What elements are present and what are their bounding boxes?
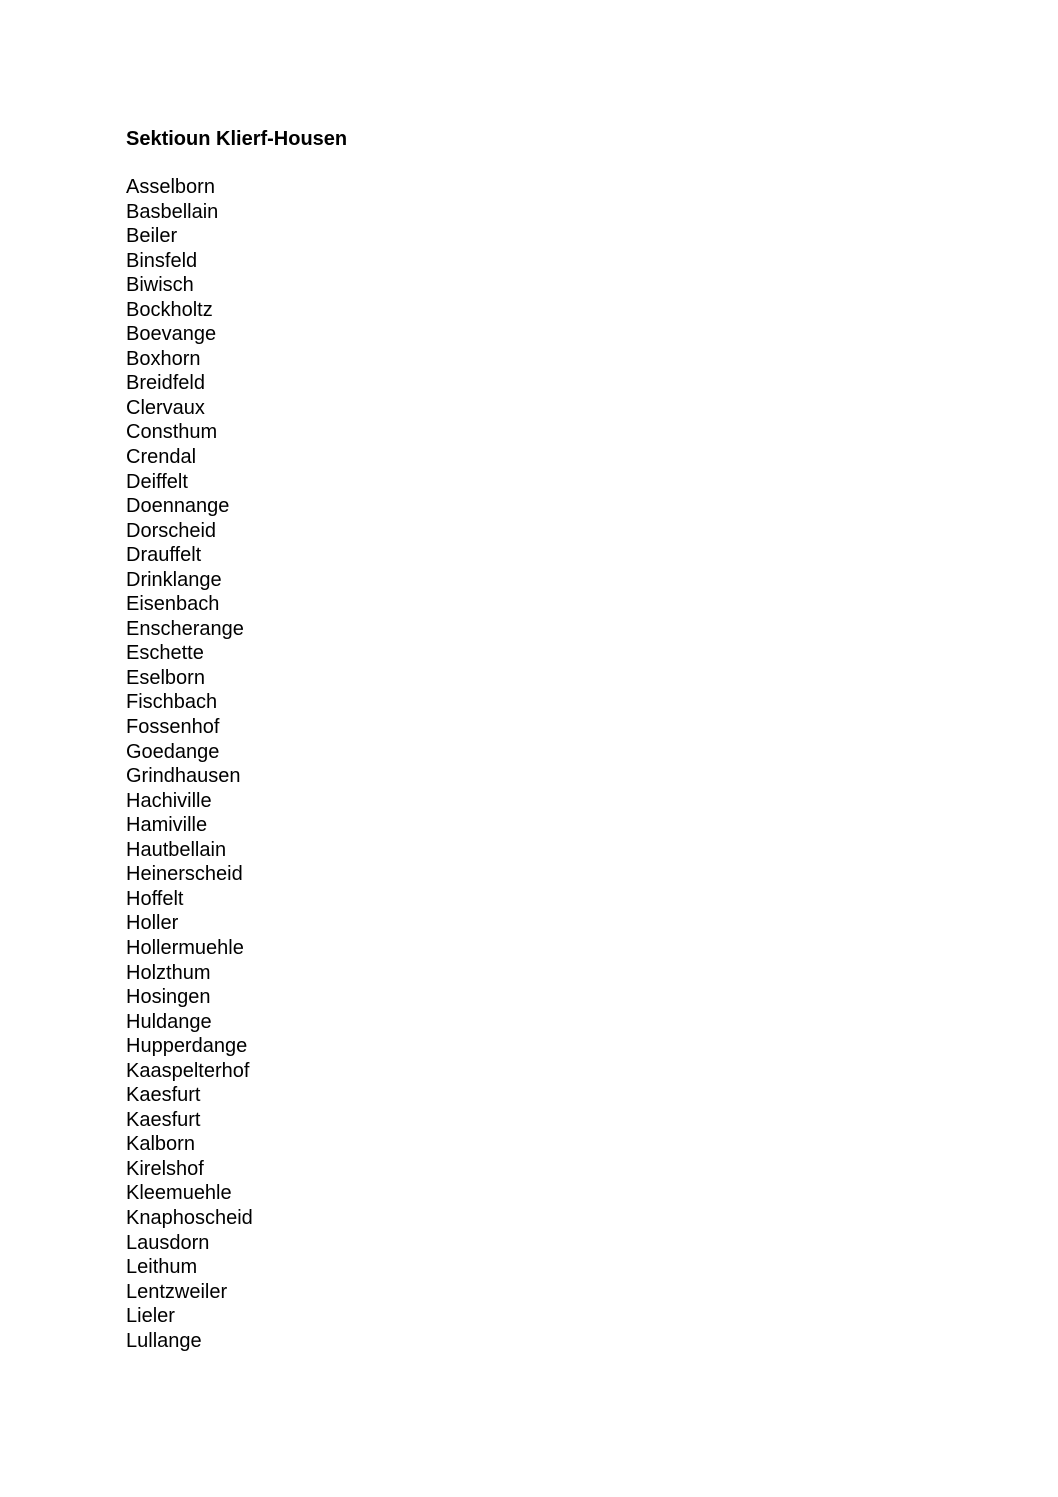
- list-item: Lieler: [126, 1305, 175, 1328]
- list-item: Leithum: [126, 1256, 198, 1279]
- list-item: Eschette: [126, 642, 204, 665]
- list-item: Lullange: [126, 1329, 202, 1352]
- list-item: Kaesfurt: [126, 1084, 201, 1107]
- list-item: Huldange: [126, 1010, 212, 1033]
- list-item: Kaesfurt: [126, 1108, 201, 1131]
- list-item: Binsfeld: [126, 249, 198, 272]
- list-item: Hachiville: [126, 789, 212, 812]
- list-item: Hollermuehle: [126, 936, 244, 959]
- list-item: Fossenhof: [126, 716, 220, 739]
- page-title: Sektioun Klierf-Housen: [126, 128, 348, 150]
- list-item: Holzthum: [126, 961, 211, 984]
- list-item: Boxhorn: [126, 347, 201, 370]
- list-item: Grindhausen: [126, 765, 241, 788]
- place-list: [126, 175, 253, 1353]
- list-item: Dorscheid: [126, 519, 217, 542]
- list-item: Asselborn: [126, 176, 215, 198]
- list-item: Kalborn: [126, 1133, 195, 1156]
- list-item: Drauffelt: [126, 544, 202, 567]
- list-item: Hoffelt: [126, 887, 184, 910]
- list-item: Eselborn: [126, 666, 205, 689]
- list-item: Kaaspelterhof: [126, 1059, 250, 1082]
- list-item: Hupperdange: [126, 1035, 248, 1058]
- list-item: Doennange: [126, 495, 230, 518]
- list-item: Hautbellain: [126, 838, 227, 861]
- list-item: Heinerscheid: [126, 863, 243, 886]
- list-item: Lentzweiler: [126, 1280, 228, 1303]
- list-item: Drinklange: [126, 568, 222, 591]
- list-item: Goedange: [126, 740, 220, 763]
- list-item: Knaphoscheid: [126, 1206, 253, 1229]
- list-item: Holler: [126, 912, 179, 935]
- list-item: Consthum: [126, 421, 218, 444]
- list-item: Crendal: [126, 446, 197, 469]
- list-item: Clervaux: [126, 396, 205, 419]
- list-item: Lausdorn: [126, 1231, 210, 1254]
- list-item: Eisenbach: [126, 593, 220, 616]
- list-item: Hamiville: [126, 814, 208, 837]
- list-item: Beiler: [126, 225, 178, 248]
- list-item: Biwisch: [126, 274, 194, 297]
- list-item: Hosingen: [126, 986, 211, 1009]
- list-item: Boevange: [126, 323, 217, 346]
- list-item: Fischbach: [126, 691, 218, 714]
- list-item: Bockholtz: [126, 298, 213, 321]
- list-item: Enscherange: [126, 617, 244, 640]
- list-item: Kleemuehle: [126, 1182, 232, 1205]
- list-item: Deiffelt: [126, 470, 188, 493]
- list-item: Kirelshof: [126, 1157, 204, 1180]
- list-item: Basbellain: [126, 200, 219, 223]
- list-item: Breidfeld: [126, 372, 205, 395]
